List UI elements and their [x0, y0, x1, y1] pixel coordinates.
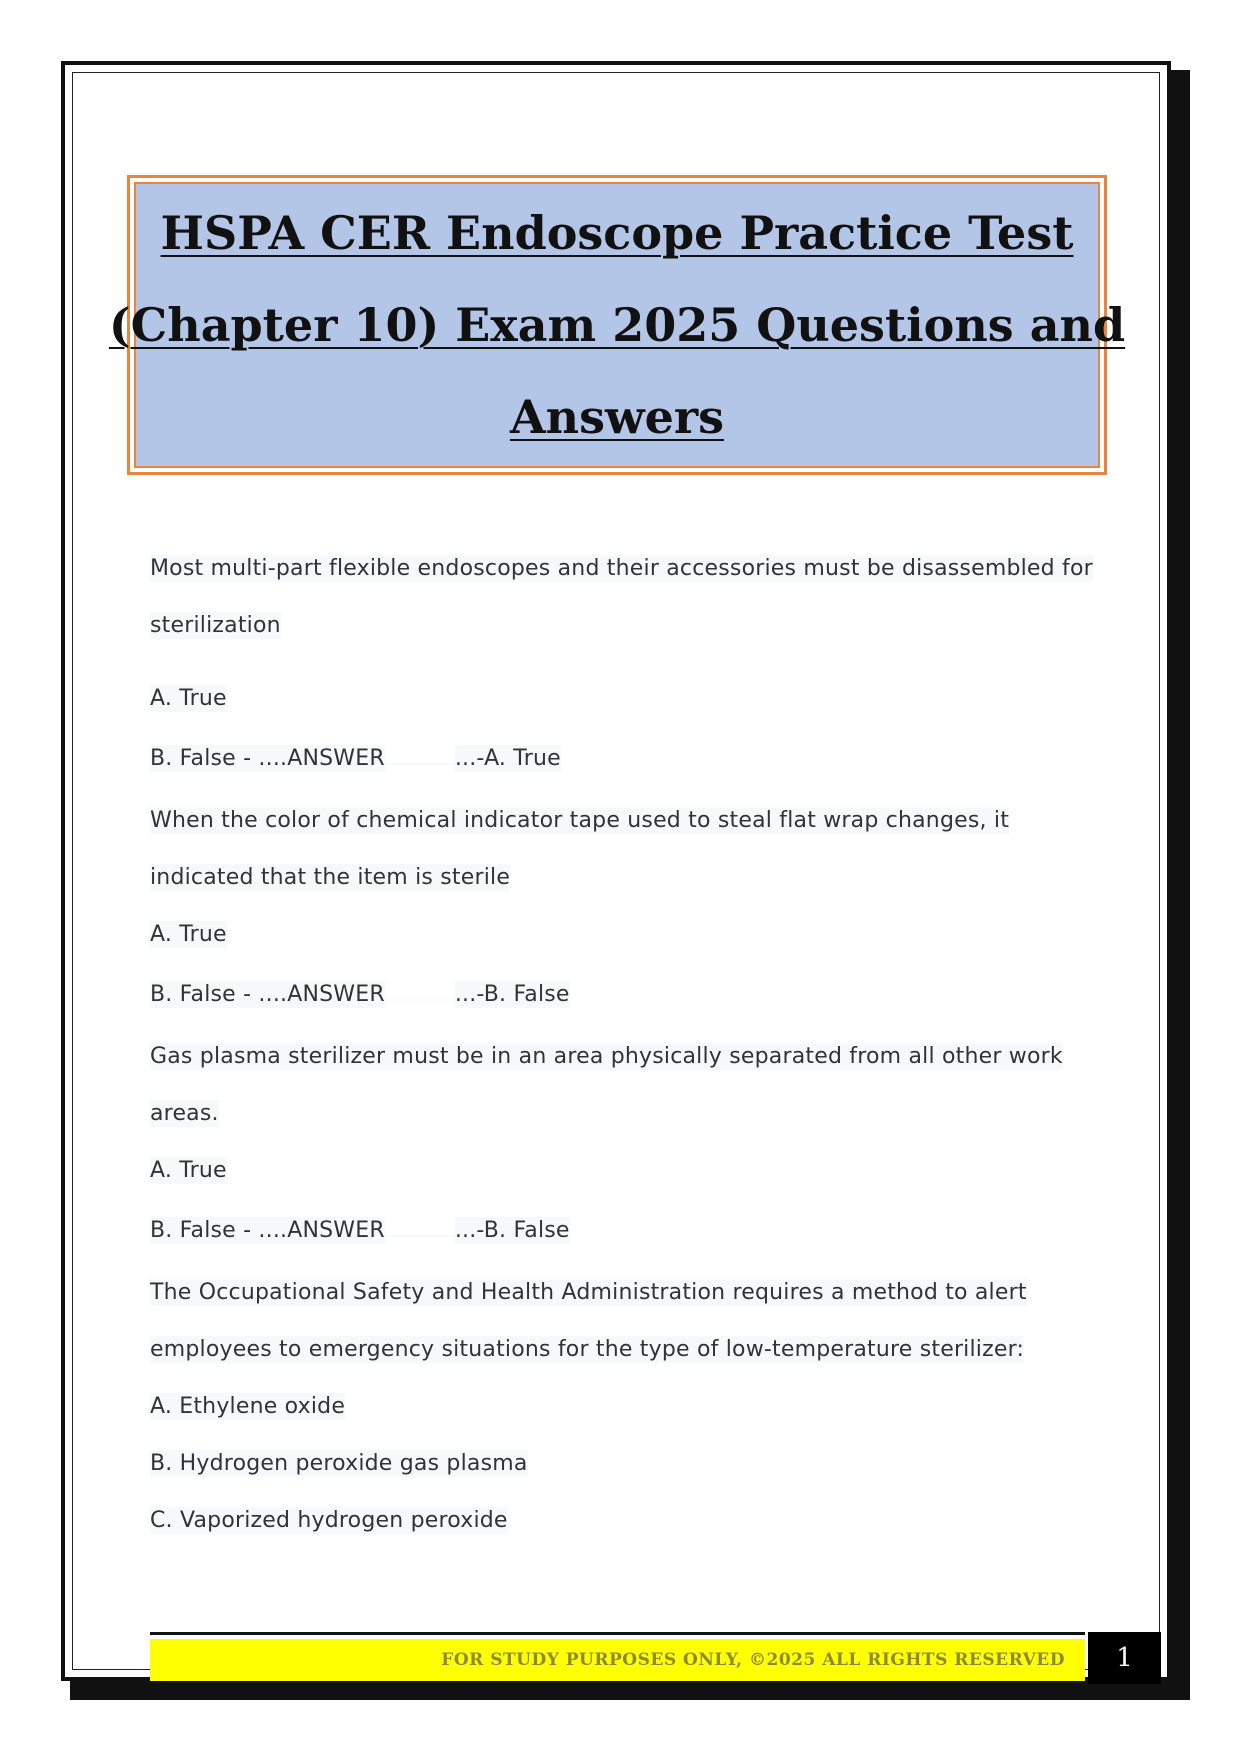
- question-2-option-a: A. True: [150, 922, 227, 947]
- question-1-answer: ...-A. True: [454, 746, 561, 771]
- title-line-3: Answers: [509, 390, 725, 444]
- question-1-option-a: A. True: [150, 686, 227, 711]
- question-1-option-b: B. False - ....ANSWER: [150, 746, 385, 771]
- footer-text: FOR STUDY PURPOSES ONLY, ©2025 ALL RIGHTS RESERVED: [441, 1650, 1065, 1670]
- question-2-stem-line-2: indicated that the item is sterile: [150, 865, 511, 890]
- question-4-option-a: A. Ethylene oxide: [150, 1394, 346, 1419]
- footer-band: [150, 1639, 1085, 1681]
- question-4-stem-line-1: The Occupational Safety and Health Administration requires a method to alert: [150, 1280, 1027, 1305]
- question-1-stem-line-2: sterilization: [150, 613, 281, 638]
- title-line-2: (Chapter 10) Exam 2025 Questions and: [108, 298, 1126, 352]
- question-1-stem-line-1: Most multi-part flexible endoscopes and their accessories must be disassembled for: [150, 556, 1093, 581]
- question-4-stem-line-2: employees to emergency situations for the type of low-temperature sterilizer:: [150, 1337, 1025, 1362]
- title-box-inner: [108, 182, 1126, 468]
- question-1-answer-row: [150, 745, 561, 772]
- question-2-stem-line-1: When the color of chemical indicator tape used to steal flat wrap changes, it: [150, 808, 1010, 833]
- question-4-option-b: B. Hydrogen peroxide gas plasma: [150, 1451, 528, 1476]
- title-box: [108, 175, 1126, 475]
- question-2-option-b: B. False - ....ANSWER: [150, 982, 385, 1007]
- footer-rule: [150, 1632, 1085, 1635]
- title-line-1: HSPA CER Endoscope Practice Test: [160, 206, 1074, 260]
- question-3-answer-row: [150, 1217, 570, 1244]
- question-3-stem-line-2: areas.: [150, 1101, 219, 1126]
- page-number: 1: [1088, 1632, 1161, 1684]
- question-3-option-a: A. True: [150, 1158, 227, 1183]
- question-3-option-b: B. False - ....ANSWER: [150, 1218, 385, 1243]
- question-3-stem-line-1: Gas plasma sterilizer must be in an area physically separated from all other work: [150, 1044, 1063, 1069]
- question-4-option-c: C. Vaporized hydrogen peroxide: [150, 1508, 508, 1533]
- question-3-answer: ...-B. False: [454, 1218, 570, 1243]
- question-2-answer: ...-B. False: [454, 982, 570, 1007]
- question-2-answer-row: [150, 981, 570, 1008]
